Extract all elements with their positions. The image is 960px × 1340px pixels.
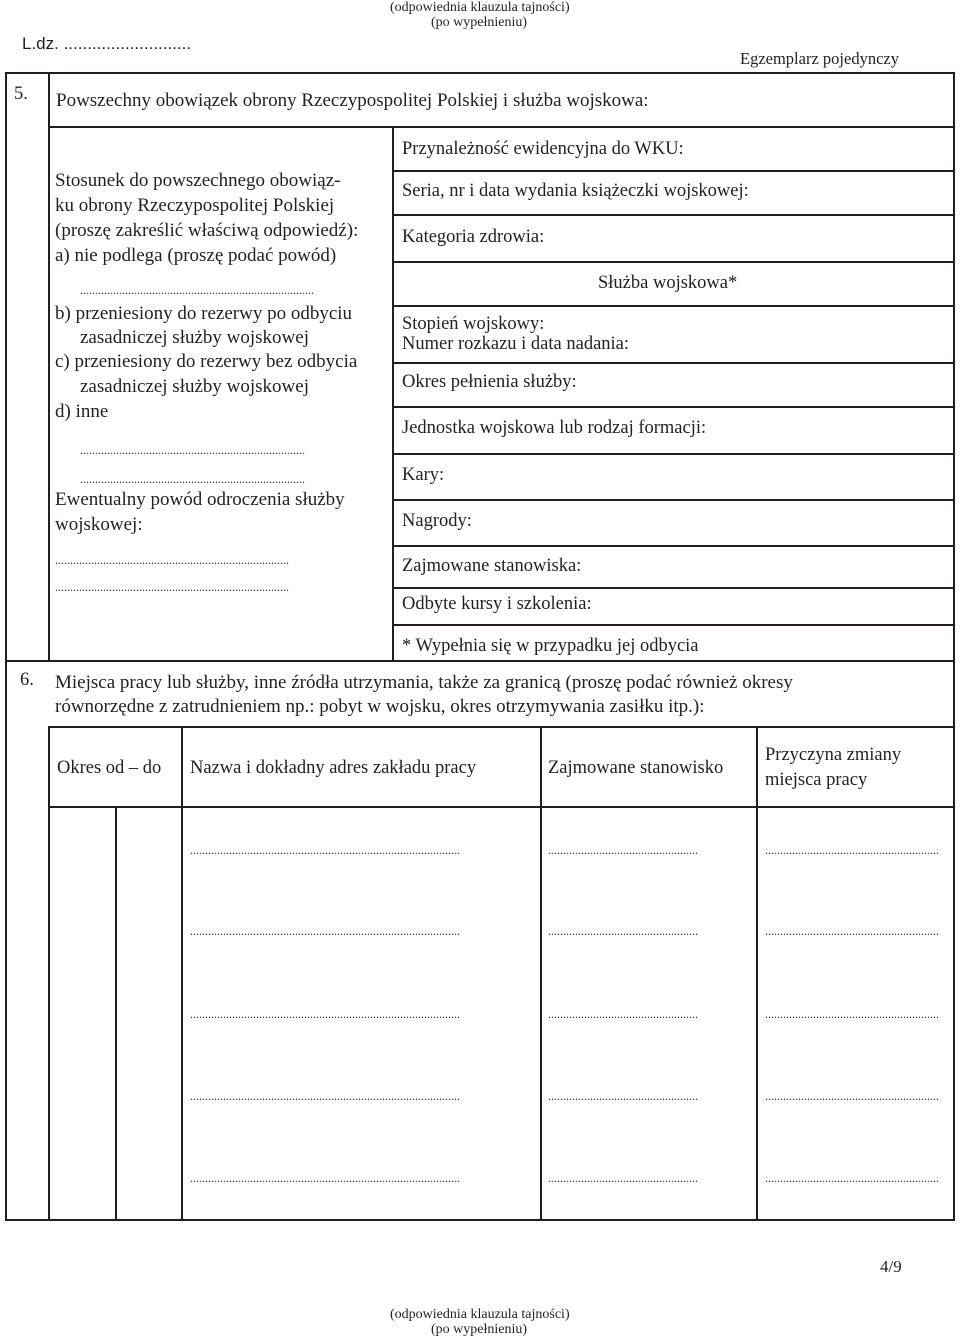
option-b-line-1[interactable]: b) przeniesiony do rezerwy po odbyciu: [55, 303, 353, 324]
row2-position-dots[interactable]: ..................................................: [548, 924, 698, 938]
order-label: Numer rozkazu i data nadania:: [402, 334, 630, 354]
penalties-label: Kary:: [402, 465, 445, 485]
rule-order: [392, 362, 955, 364]
table-rule-header: [48, 806, 955, 808]
courses-label: Odbyte kursy i szkolenia:: [402, 594, 592, 614]
rule-courses: [392, 624, 955, 626]
option-d-dots-2[interactable]: ...........................................................................: [80, 472, 305, 486]
frame-left: [5, 72, 7, 1220]
classification-clause-bottom: (odpowiednia klauzula tajności): [390, 1307, 570, 1322]
intro-line-3: (proszę zakreślić właściwą odpowiedź):: [55, 220, 359, 241]
health-label: Kategoria zdrowia:: [402, 227, 545, 247]
col-header-employer: Nazwa i dokładny adres zakładu pracy: [190, 758, 477, 778]
deferral-line-2: wojskowej:: [55, 514, 143, 535]
rule-penalties: [392, 499, 955, 501]
option-c-line-2: zasadniczej służby wojskowej: [80, 376, 309, 397]
service-heading: Służba wojskowa*: [598, 273, 738, 293]
classification-clause-top-2: (po wypełnieniu): [431, 15, 528, 30]
section6-top-rule: [5, 660, 955, 662]
option-c-line-1[interactable]: c) przeniesiony do rezerwy bez odbycia: [55, 351, 358, 372]
footnote: * Wypełnia się w przypadku jej odbycia: [402, 636, 699, 656]
row3-position-dots[interactable]: ..................................................: [548, 1007, 698, 1021]
row5-position-dots[interactable]: ..................................................: [548, 1171, 698, 1185]
frame-right: [953, 72, 955, 1220]
row1-position-dots[interactable]: ..................................................: [548, 843, 698, 857]
row3-employer-dots[interactable]: ..........................................................................................: [190, 1007, 460, 1021]
deferral-dots-2[interactable]: ..............................................................................: [55, 580, 289, 594]
table-col-line-sub: [115, 806, 117, 1220]
row1-reason-dots[interactable]: ..........................................................: [765, 843, 939, 857]
rule-service: [392, 305, 955, 307]
ldz-field: L.dz. ...........................: [22, 34, 192, 53]
deferral-dots-1[interactable]: ..............................................................................: [55, 553, 289, 567]
table-col-line-3: [756, 726, 758, 1220]
rule-period: [392, 406, 955, 408]
copy-label: Egzemplarz pojedynczy: [740, 49, 899, 68]
option-a[interactable]: a) nie podlega (proszę podać powód): [55, 245, 337, 266]
frame-top: [5, 72, 955, 74]
row5-employer-dots[interactable]: ..........................................................................................: [190, 1171, 460, 1185]
col-header-reason-2: miejsca pracy: [765, 770, 868, 790]
option-a-dots[interactable]: ..............................................................................: [80, 283, 314, 297]
rule-positions: [392, 587, 955, 589]
rule-unit: [392, 453, 955, 455]
wku-label: Przynależność ewidencyjna do WKU:: [402, 139, 684, 159]
intro-line-1: Stosunek do powszechnego obowiąz-: [55, 170, 341, 191]
row4-reason-dots[interactable]: ..........................................................: [765, 1089, 939, 1103]
rule-booklet: [392, 214, 955, 216]
deferral-line-1: Ewentualny powód odroczenia służby: [55, 489, 345, 510]
option-b-line-2: zasadniczej służby wojskowej: [80, 327, 309, 348]
classification-clause-bottom-2: (po wypełnieniu): [431, 1322, 528, 1337]
row2-employer-dots[interactable]: ..........................................................................................: [190, 924, 460, 938]
option-d[interactable]: d) inne: [55, 401, 109, 422]
option-d-dots-1[interactable]: ...........................................................................: [80, 443, 305, 457]
table-rule-top: [48, 726, 955, 728]
row2-reason-dots[interactable]: ..........................................................: [765, 924, 939, 938]
section5-number: 5.: [14, 84, 28, 104]
page-number: 4/9: [880, 1257, 902, 1276]
classification-clause-top: (odpowiednia klauzula tajności): [390, 0, 570, 15]
section6-title-2: równorzędne z zatrudnieniem np.: pobyt w wojsku, okres otrzymywania zasiłku itp.):: [55, 696, 705, 717]
row1-employer-dots[interactable]: ..........................................................................................: [190, 843, 460, 857]
positions-label: Zajmowane stanowiska:: [402, 556, 582, 576]
table-col-line-0: [48, 726, 50, 1220]
col-header-position: Zajmowane stanowisko: [548, 758, 724, 778]
section5-num-divider: [48, 72, 50, 660]
unit-label: Jednostka wojskowa lub rodzaj formacji:: [402, 418, 707, 438]
rank-label: Stopień wojskowy:: [402, 314, 545, 334]
row3-reason-dots[interactable]: ..........................................................: [765, 1007, 939, 1021]
table-col-line-1: [181, 726, 183, 1220]
period-label: Okres pełnienia służby:: [402, 372, 577, 392]
table-col-line-2: [540, 726, 542, 1220]
frame-bottom: [5, 1219, 955, 1221]
intro-line-2: ku obrony Rzeczypospolitej Polskiej: [55, 195, 335, 216]
col-header-reason-1: Przyczyna zmiany: [765, 745, 902, 765]
section6-number: 6.: [20, 670, 34, 690]
row4-position-dots[interactable]: ..................................................: [548, 1089, 698, 1103]
booklet-label: Seria, nr i data wydania książeczki wojskowej:: [402, 181, 749, 201]
rule-health: [392, 261, 955, 263]
awards-label: Nagrody:: [402, 511, 472, 531]
section5-title-rule: [48, 126, 955, 128]
col-header-period: Okres od – do: [57, 758, 162, 778]
row4-employer-dots[interactable]: ..........................................................................................: [190, 1089, 460, 1103]
section6-title-1: Miejsca pracy lub służby, inne źródła utrzymania, także za granicą (proszę podać również okresy: [55, 672, 793, 693]
rule-wku: [392, 170, 955, 172]
row5-reason-dots[interactable]: ..........................................................: [765, 1171, 939, 1185]
section5-title: Powszechny obowiązek obrony Rzeczypospolitej Polskiej i służba wojskowa:: [56, 90, 649, 111]
section5-mid-divider: [392, 126, 394, 660]
rule-awards: [392, 545, 955, 547]
